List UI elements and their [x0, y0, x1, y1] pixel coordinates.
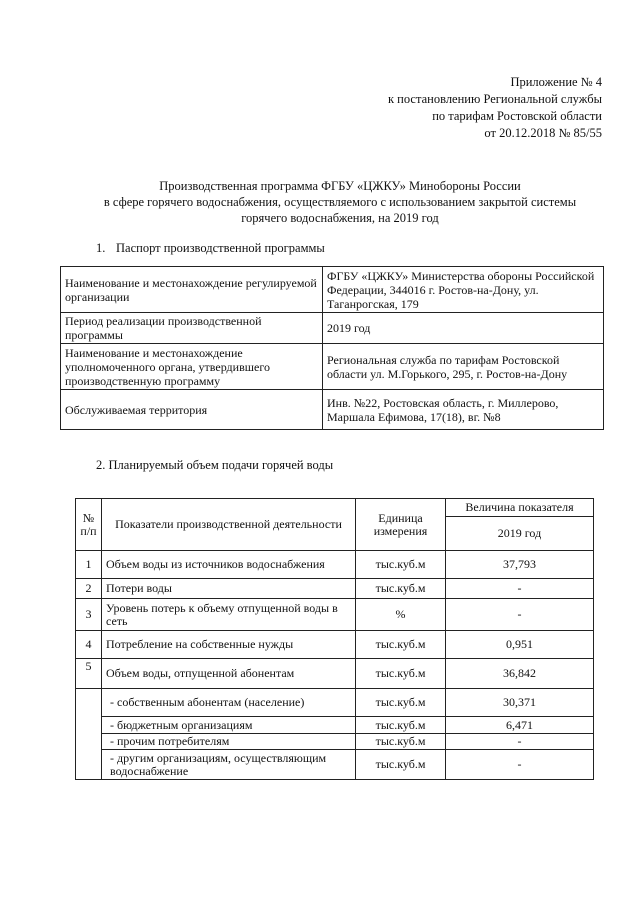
table-row — [76, 551, 594, 579]
subrow-unit: тыс.куб.м — [356, 717, 446, 734]
row-value: - — [446, 579, 594, 599]
header-value-group: Величина показателя — [446, 499, 594, 517]
title-line: горячего водоснабжения, на 2019 год — [241, 211, 439, 225]
title-line: в сфере горячего водоснабжения, осуществляемого с использованием закрытой системы — [103, 195, 577, 209]
row-unit: тыс.куб.м — [356, 631, 446, 659]
header-year: 2019 год — [446, 517, 594, 551]
row-num: 3 — [76, 599, 102, 631]
table-row — [76, 599, 594, 631]
row-num: 2 — [76, 579, 102, 599]
passport-value: Инв. №22, Ростовская область, г. Миллерово, Маршала Ефимова, 17(18), вг. №8 — [323, 390, 604, 430]
appendix-header — [388, 74, 602, 142]
section-1-heading — [96, 241, 325, 256]
subrow-indicator: - собственным абонентам (население) — [102, 689, 356, 717]
water-volume-table — [75, 498, 594, 780]
row-num: 4 — [76, 631, 102, 659]
subrow-indicator: - бюджетным организациям — [102, 717, 356, 734]
passport-table — [60, 266, 604, 430]
row-num: 5 — [76, 659, 102, 689]
table-row — [76, 579, 594, 599]
passport-label: Период реализации производственной программы — [61, 313, 323, 344]
subrow-value: - — [446, 734, 594, 750]
subrow-value: 6,471 — [446, 717, 594, 734]
subrow-indicator: - другим организациям, осуществляющим водоснабжение — [102, 750, 356, 780]
appendix-line: Приложение № 4 — [510, 75, 602, 89]
subrow-unit: тыс.куб.м — [356, 689, 446, 717]
row-unit: тыс.куб.м — [356, 579, 446, 599]
row-value: 37,793 — [446, 551, 594, 579]
row-indicator: Потребление на собственные нужды — [102, 631, 356, 659]
passport-label: Наименование и местонахождение уполномоченного органа, утвердившего производственную программу — [61, 344, 323, 390]
passport-label: Обслуживаемая территория — [61, 390, 323, 430]
row-unit: тыс.куб.м — [356, 659, 446, 689]
table-subrow — [76, 689, 594, 717]
row-unit: % — [356, 599, 446, 631]
row-indicator: Объем воды из источников водоснабжения — [102, 551, 356, 579]
table-header-row — [76, 499, 594, 517]
appendix-line: от 20.12.2018 № 85/55 — [484, 126, 602, 140]
header-unit: Единица измерения — [356, 499, 446, 551]
row-indicator: Потери воды — [102, 579, 356, 599]
row-num: 1 — [76, 551, 102, 579]
header-indicator: Показатели производственной деятельности — [102, 499, 356, 551]
subrow-unit: тыс.куб.м — [356, 750, 446, 780]
passport-label: Наименование и местонахождение регулируемой организации — [61, 267, 323, 313]
passport-value: Региональная служба по тарифам Ростовской области ул. М.Горького, 295, г. Ростов-на-Дону — [323, 344, 604, 390]
passport-value: ФГБУ «ЦЖКУ» Министерства обороны Российской Федерации, 344016 г. Ростов-на-Дону, ул. Таганрогская, 179 — [323, 267, 604, 313]
table-row — [76, 631, 594, 659]
table-row — [76, 659, 594, 689]
header-num: № п/п — [76, 499, 102, 551]
subrow-unit: тыс.куб.м — [356, 734, 446, 750]
table-row — [61, 313, 604, 344]
section-2-heading: 2. Планируемый объем подачи горячей воды — [96, 458, 334, 472]
row-unit: тыс.куб.м — [356, 551, 446, 579]
empty-num-cell — [76, 689, 102, 780]
document-title — [60, 178, 620, 226]
appendix-line: к постановлению Региональной службы — [387, 92, 602, 106]
row-value: 0,951 — [446, 631, 594, 659]
row-value: 36,842 — [446, 659, 594, 689]
table-row — [61, 344, 604, 390]
subrow-value: - — [446, 750, 594, 780]
table-subrow — [76, 734, 594, 750]
table-row — [61, 267, 604, 313]
row-value: - — [446, 599, 594, 631]
table-subrow — [76, 717, 594, 734]
passport-value: 2019 год — [323, 313, 604, 344]
row-indicator: Уровень потерь к объему отпущенной воды в сеть — [102, 599, 356, 631]
appendix-line: по тарифам Ростовской области — [432, 109, 602, 123]
title-line: Производственная программа ФГБУ «ЦЖКУ» Минобороны России — [159, 179, 521, 193]
subrow-value: 30,371 — [446, 689, 594, 717]
section-title: Паспорт производственной программы — [116, 241, 325, 255]
row-indicator: Объем воды, отпущенной абонентам — [102, 659, 356, 689]
table-subrow — [76, 750, 594, 780]
section-number: 1. — [96, 241, 106, 255]
subrow-indicator: - прочим потребителям — [102, 734, 356, 750]
table-row — [61, 390, 604, 430]
